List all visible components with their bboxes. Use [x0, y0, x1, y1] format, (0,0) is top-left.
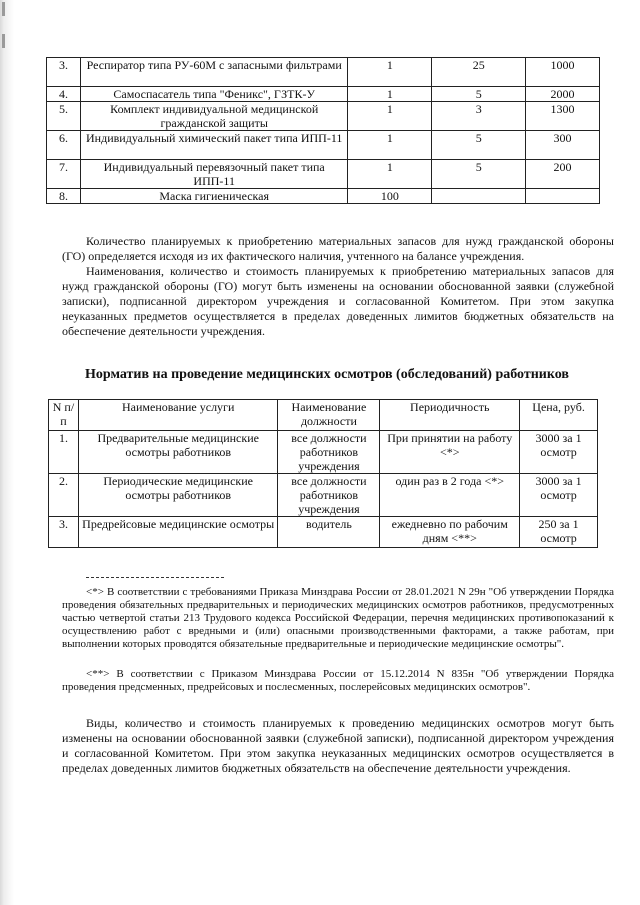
periodicity: ежедневно по рабочим дням <**> [380, 517, 520, 548]
item-name: Респиратор типа РУ-60М с запасными фильтрами [80, 58, 348, 87]
header-service: Наименование услуги [78, 400, 278, 431]
cell-value: 1300 [526, 102, 600, 131]
service-name: Предварительные медицинские осмотры работников [78, 431, 278, 474]
footnote-text: <**> В соответствии с Приказом Минздрава России от 15.12.2014 N 835н "Об утверждении Порядка проведения предсменных, предрейсовых и послесменных, послерейсовых медицинских осмотров". [62, 668, 614, 693]
cell-value: 1000 [526, 58, 600, 87]
table-row [49, 517, 598, 548]
position-name: все должности работников учреждения [278, 431, 380, 474]
cell-value: 5 [432, 87, 526, 102]
price: 3000 за 1 осмотр [520, 431, 598, 474]
scan-mark [2, 34, 5, 48]
paragraph-supplies-changes [62, 264, 614, 339]
cell-value [526, 189, 600, 204]
paragraph-text: Количество планируемых к приобретению материальных запасов для нужд гражданской обороны (ГО) определяется исходя из их фактического наличия, учтенного на балансе учреждения. [62, 234, 614, 263]
row-number: 3. [47, 58, 81, 87]
cell-value: 3 [432, 102, 526, 131]
table-row [47, 189, 600, 204]
table-row [49, 474, 598, 517]
table-header-row [49, 400, 598, 431]
item-name: Индивидуальный перевязочный пакет типа ИПП-11 [80, 160, 348, 189]
position-name: все должности работников учреждения [278, 474, 380, 517]
row-number: 8. [47, 189, 81, 204]
cell-value: 1 [348, 87, 432, 102]
table-row [47, 58, 600, 87]
table-row [47, 87, 600, 102]
header-price: Цена, руб. [520, 400, 598, 431]
table-row [47, 102, 600, 131]
scan-edge [0, 0, 14, 905]
paragraph-text: Наименования, количество и стоимость планируемых к приобретению материальных запасов для нужд гражданской обороны (ГО) могут быть изменены на основании обоснованной заявки (служебной записки), подписанной директором учреждения и согласованной Комитетом. При этом закупка неуказанных предметов осуществляется в пределах доведенных лимитов бюджетных обязательств на обеспечение деятельности учреждения. [62, 264, 614, 338]
cell-value: 200 [526, 160, 600, 189]
paragraph-exams-changes [62, 716, 614, 776]
supplies-table [46, 57, 600, 204]
cell-value [432, 189, 526, 204]
cell-value: 25 [432, 58, 526, 87]
service-name: Предрейсовые медицинские осмотры [78, 517, 278, 548]
header-position: Наименование должности [278, 400, 380, 431]
periodicity: При принятии на работу <*> [380, 431, 520, 474]
table-row [49, 431, 598, 474]
scan-mark [2, 2, 5, 16]
cell-value: 5 [432, 131, 526, 160]
price: 3000 за 1 осмотр [520, 474, 598, 517]
cell-value: 100 [348, 189, 432, 204]
item-name: Самоспасатель типа "Феникс", ГЗТК-У [80, 87, 348, 102]
row-number: 5. [47, 102, 81, 131]
table-row [47, 160, 600, 189]
row-number: 4. [47, 87, 81, 102]
header-period: Периодичность [380, 400, 520, 431]
cell-value: 300 [526, 131, 600, 160]
cell-value: 2000 [526, 87, 600, 102]
paragraph-supplies-quantity [62, 234, 614, 264]
cell-value: 1 [348, 102, 432, 131]
medical-exams-table [48, 399, 598, 548]
paragraph-text: Виды, количество и стоимость планируемых к проведению медицинских осмотров могут быть изменены на основании обоснованной заявки (служебной записки), подписанной директором учреждения и согласованной Комитетом. При этом закупка неуказанных медицинских осмотров осуществляется в пределах доведенных лимитов бюджетных обязательств на обеспечение деятельности учреждения. [62, 716, 614, 775]
row-number: 2. [49, 474, 79, 517]
row-number: 6. [47, 131, 81, 160]
cell-value: 1 [348, 58, 432, 87]
row-number: 7. [47, 160, 81, 189]
footnote-1 [62, 586, 614, 651]
footnote-text: <*> В соответствии с требованиями Приказа Минздрава России от 28.01.2021 N 29н "Об утверждении Порядка проведения обязательных предварительных и периодических медицинских осмотров работников, предусмотренных частью четвертой статьи 213 Трудового кодекса Российской Федерации, перечня медицинских противопоказаний к осуществлению работ с вредными и (или) опасными производственными факторами, а также работам, при выполнении которых проводятся обязательные предварительные и периодические медицинские осмотры". [62, 586, 614, 650]
item-name: Комплект индивидуальной медицинской гражданской защиты [80, 102, 348, 131]
cell-value: 1 [348, 160, 432, 189]
price: 250 за 1 осмотр [520, 517, 598, 548]
position-name: водитель [278, 517, 380, 548]
header-num: N п/п [49, 400, 79, 431]
item-name: Маска гигиеническая [80, 189, 348, 204]
footnote-2 [62, 668, 614, 694]
item-name: Индивидуальный химический пакет типа ИПП-11 [80, 131, 348, 160]
footnote-divider [86, 577, 224, 578]
row-number: 1. [49, 431, 79, 474]
cell-value: 1 [348, 131, 432, 160]
cell-value: 5 [432, 160, 526, 189]
periodicity: один раз в 2 года <*> [380, 474, 520, 517]
table-row [47, 131, 600, 160]
section-heading: Норматив на проведение медицинских осмотров (обследований) работников [85, 367, 569, 382]
row-number: 3. [49, 517, 79, 548]
service-name: Периодические медицинские осмотры работников [78, 474, 278, 517]
